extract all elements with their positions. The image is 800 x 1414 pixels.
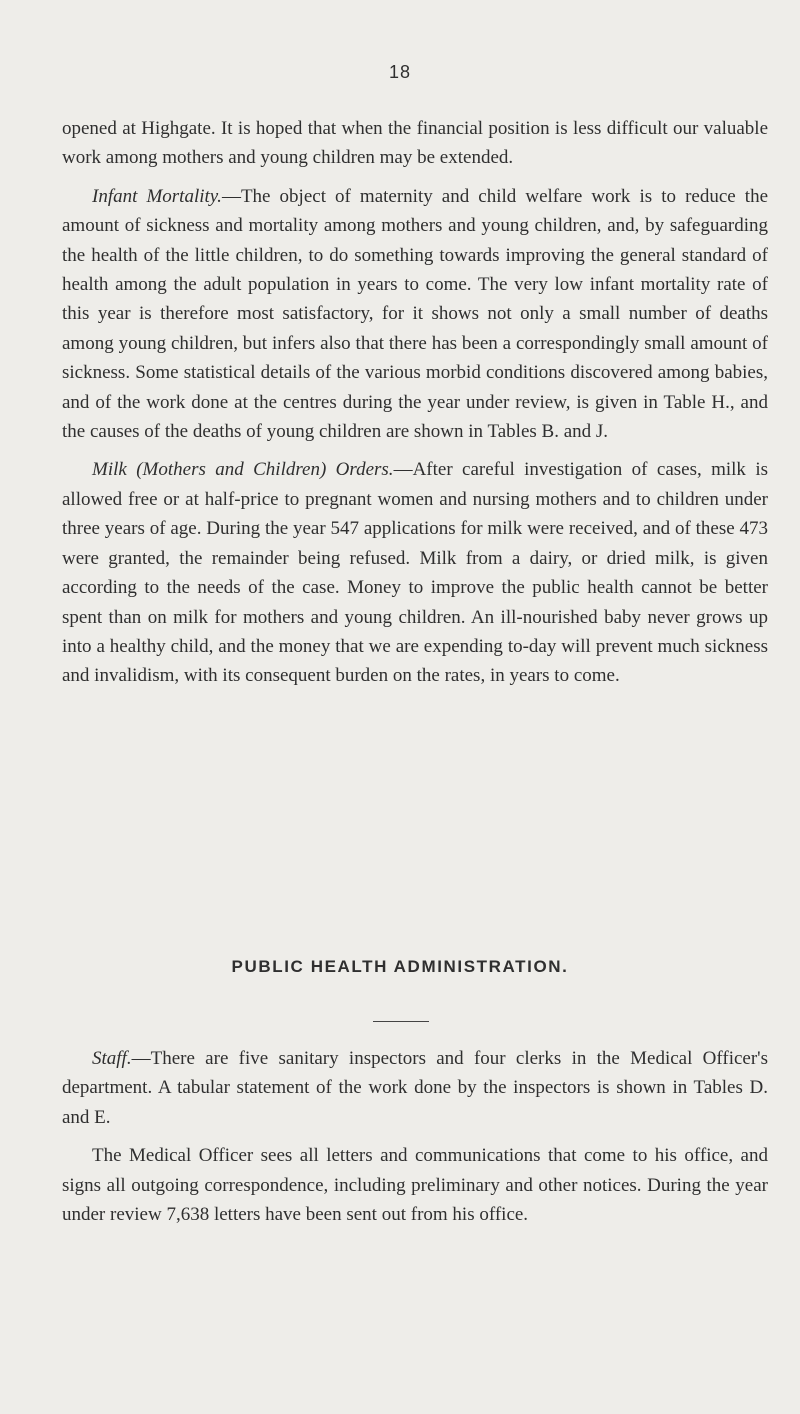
paragraph-lead-milk-orders: Milk (Mothers and Children) Orders. [92, 459, 394, 481]
paragraph-text: opened at Highgate. It is hoped that when the financial position is less difficult our valuable work among mothers and young children may be extended. [62, 118, 768, 169]
paragraph-continuation [62, 114, 768, 173]
page-number: 18 [388, 62, 412, 82]
body-text-upper [62, 114, 768, 700]
paragraph-correspondence [62, 1141, 768, 1229]
paragraph-lead-infant-mortality: Infant Mortality. [92, 185, 222, 207]
body-text-lower [62, 1044, 768, 1238]
section-heading: PUBLIC HEALTH ADMINISTRATION. [231, 957, 569, 976]
section-divider [373, 1021, 429, 1022]
paragraph-lead-staff: Staff. [92, 1048, 132, 1069]
paragraph-text: The Medical Officer sees all letters and communications that come to his office, and signs all outgoing correspondence, including preliminary and other notices. During the year under review 7,638 letters have been sent out from his office. [62, 1145, 768, 1226]
paragraph-infant-mortality [62, 182, 768, 447]
paragraph-text: —There are five sanitary inspectors and four clerks in the Medical Officer's department. A tabular statement of the work done by the inspectors is shown in Tables D. and E. [62, 1048, 768, 1128]
paragraph-milk-orders [62, 455, 768, 690]
paragraph-text: —After careful investigation of cases, milk is allowed free or at half-price to pregnant women and nursing mothers and to children under three years of age. During the year 547 applications for milk were received, and of these 473 were granted, the remainder being refused. Milk from a dairy, or dried milk, is given according to the needs of the case. Money to improve the public health cannot be better spent than on milk for mothers and young children. An ill-nourished baby never grows up into a healthy child, and the money that we are expending to-day will prevent much sickness and invalidism, with its consequent burden on the rates, in years to come. [62, 459, 768, 687]
paragraph-text: —The object of maternity and child welfare work is to reduce the amount of sickness and mortality among mothers and young children, and, by safeguarding the health of the little children, to do something towards improving the general standard of health among the adult population in years to come. The very low infant mortality rate of this year is therefore most satisfactory, for it shows not only a small number of deaths among young children, but infers also that there has been a correspondingly small amount of sickness. Some statistical details of the various morbid conditions discovered among babies, and of the work done at the centres during the year under review, is given in Table H., and the causes of the deaths of young children are shown in Tables B. and J. [62, 185, 768, 443]
paragraph-staff [62, 1044, 768, 1132]
